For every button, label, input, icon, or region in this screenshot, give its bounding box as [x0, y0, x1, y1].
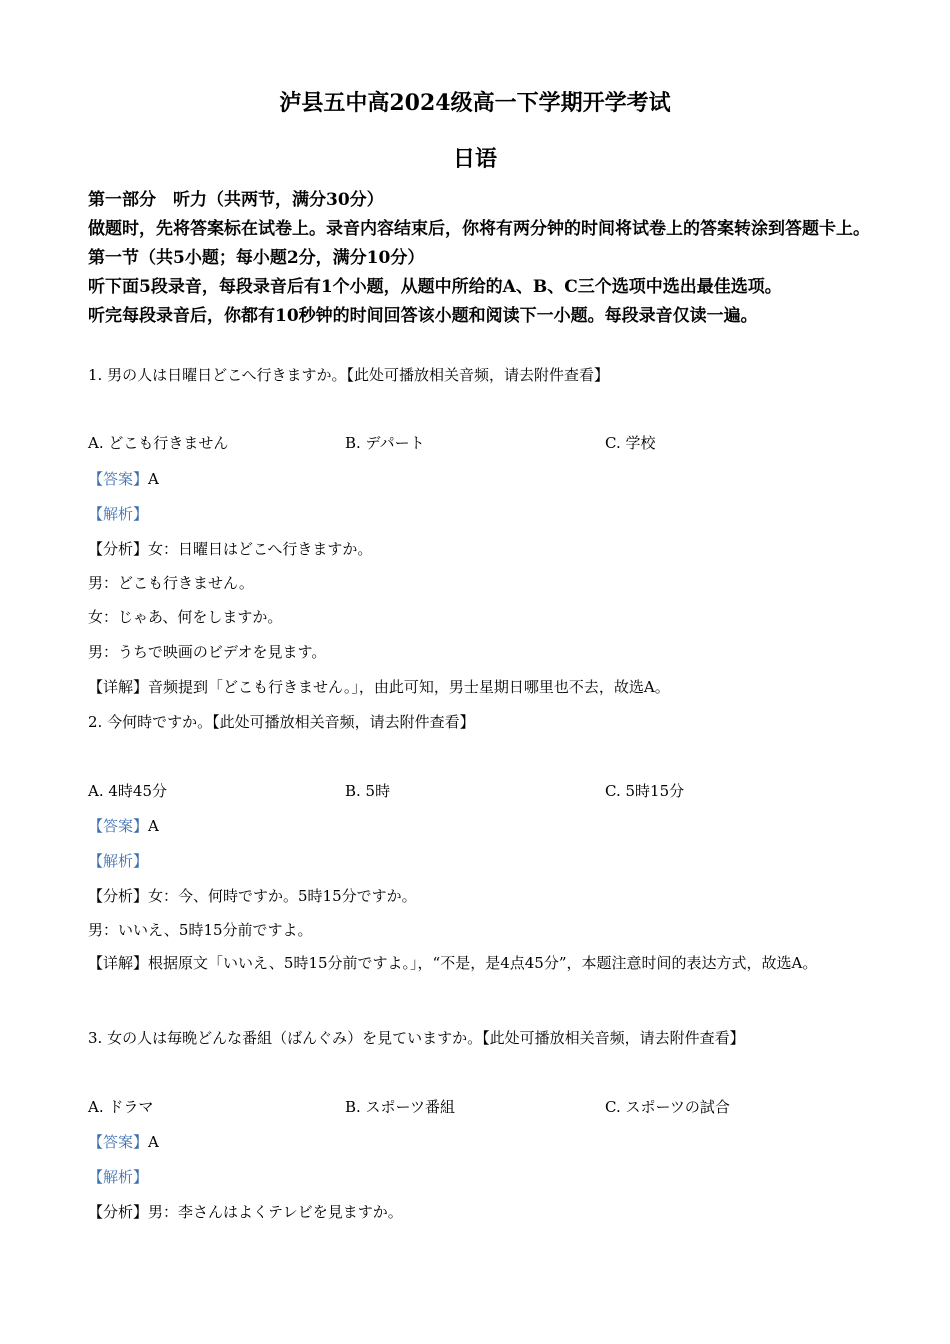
answer-label: 【答案】: [88, 1133, 149, 1151]
question-2-option-c: C. 5時15分: [605, 782, 685, 800]
question-3-option-a: A. ドラマ: [88, 1098, 154, 1116]
answer-value: A: [148, 470, 159, 488]
subject-title: 日语: [452, 146, 497, 172]
question-2-dialogue-1: 男：いいえ、5時15分前ですよ。: [88, 921, 313, 939]
analysis-text: 女：今、何時ですか。5時15分ですか。: [148, 887, 417, 905]
section-heading: 第一节（共5小题；每小题2分，满分10分）: [88, 248, 425, 268]
question-1-explanation-label: 【解析】: [88, 505, 149, 523]
question-3-option-b: B. スポーツ番組: [345, 1098, 455, 1116]
question-2-analysis: [88, 885, 417, 906]
question-1-dialogue-1: 男：どこも行きません。: [88, 574, 254, 592]
analysis-label: 【分析】: [88, 1203, 149, 1221]
answer-value: A: [148, 1133, 159, 1151]
detail-label: 【详解】: [88, 678, 149, 696]
question-2-option-b: B. 5時: [345, 782, 391, 800]
question-1-option-c: C. 学校: [605, 434, 656, 452]
detail-label: 【详解】: [88, 954, 149, 972]
instructions-block: [88, 186, 878, 331]
answer-label: 【答案】: [88, 470, 149, 488]
direction-1: 听下面5段录音，每段录音后有1个小题，从题中所给的A、B、C三个选项中选出最佳选项。: [88, 277, 782, 297]
answer-value: A: [148, 817, 159, 835]
question-2-answer: [88, 815, 159, 836]
analysis-label: 【分析】: [88, 540, 149, 558]
analysis-text: 女：日曜日はどこへ行きますか。: [148, 540, 373, 558]
question-2-detail: [88, 946, 868, 981]
detail-text: 音频提到「どこも行きません。」，由此可知，男士星期日哪里也不去，故选A。: [148, 678, 670, 696]
question-1-stem: 1. 男の人は日曜日どこへ行きますか。【此处可播放相关音频，请去附件查看】: [88, 366, 609, 384]
question-3-stem: 3. 女の人は毎晩どんな番組（ばんぐみ）を見ていますか。【此处可播放相关音频，请去附件查看】: [88, 1029, 745, 1047]
question-1-option-a: A. どこも行きません: [88, 434, 229, 452]
question-2-explanation-label: 【解析】: [88, 852, 149, 870]
question-1-analysis: [88, 538, 372, 559]
answer-label: 【答案】: [88, 817, 149, 835]
question-1-answer: [88, 468, 159, 489]
analysis-label: 【分析】: [88, 887, 149, 905]
page-title: 泸县五中高2024级高一下学期开学考试: [279, 90, 671, 116]
question-3-analysis: [88, 1201, 403, 1222]
question-3-option-c: C. スポーツの試合: [605, 1098, 730, 1116]
analysis-text: 男：李さんはよくテレビを見ますか。: [148, 1203, 403, 1221]
question-3-answer: [88, 1131, 159, 1152]
question-3-explanation-label: 【解析】: [88, 1168, 149, 1186]
detail-text: 根据原文「いいえ、5時15分前ですよ。」，“不是，是4点45分”，本题注意时间的表达方式，故选A。: [148, 954, 818, 972]
question-1-detail: [88, 676, 670, 697]
question-2-stem: 2. 今何時ですか。【此处可播放相关音频，请去附件查看】: [88, 713, 475, 731]
part-heading: 第一部分 听力（共两节，满分30分）: [88, 190, 384, 210]
direction-2: 听完每段录音后，你都有10秒钟的时间回答该小题和阅读下一小题。每段录音仅读一遍。: [88, 306, 758, 326]
instructions-note: 做题时，先将答案标在试卷上。录音内容结束后，你将有两分钟的时间将试卷上的答案转涂到答题卡上。: [88, 219, 870, 239]
question-2-option-a: A. 4時45分: [88, 782, 167, 800]
question-1-dialogue-3: 男：うちで映画のビデオを見ます。: [88, 643, 327, 661]
question-1-dialogue-2: 女：じゃあ、何をしますか。: [88, 608, 283, 626]
question-1-option-b: B. デパート: [345, 434, 425, 452]
